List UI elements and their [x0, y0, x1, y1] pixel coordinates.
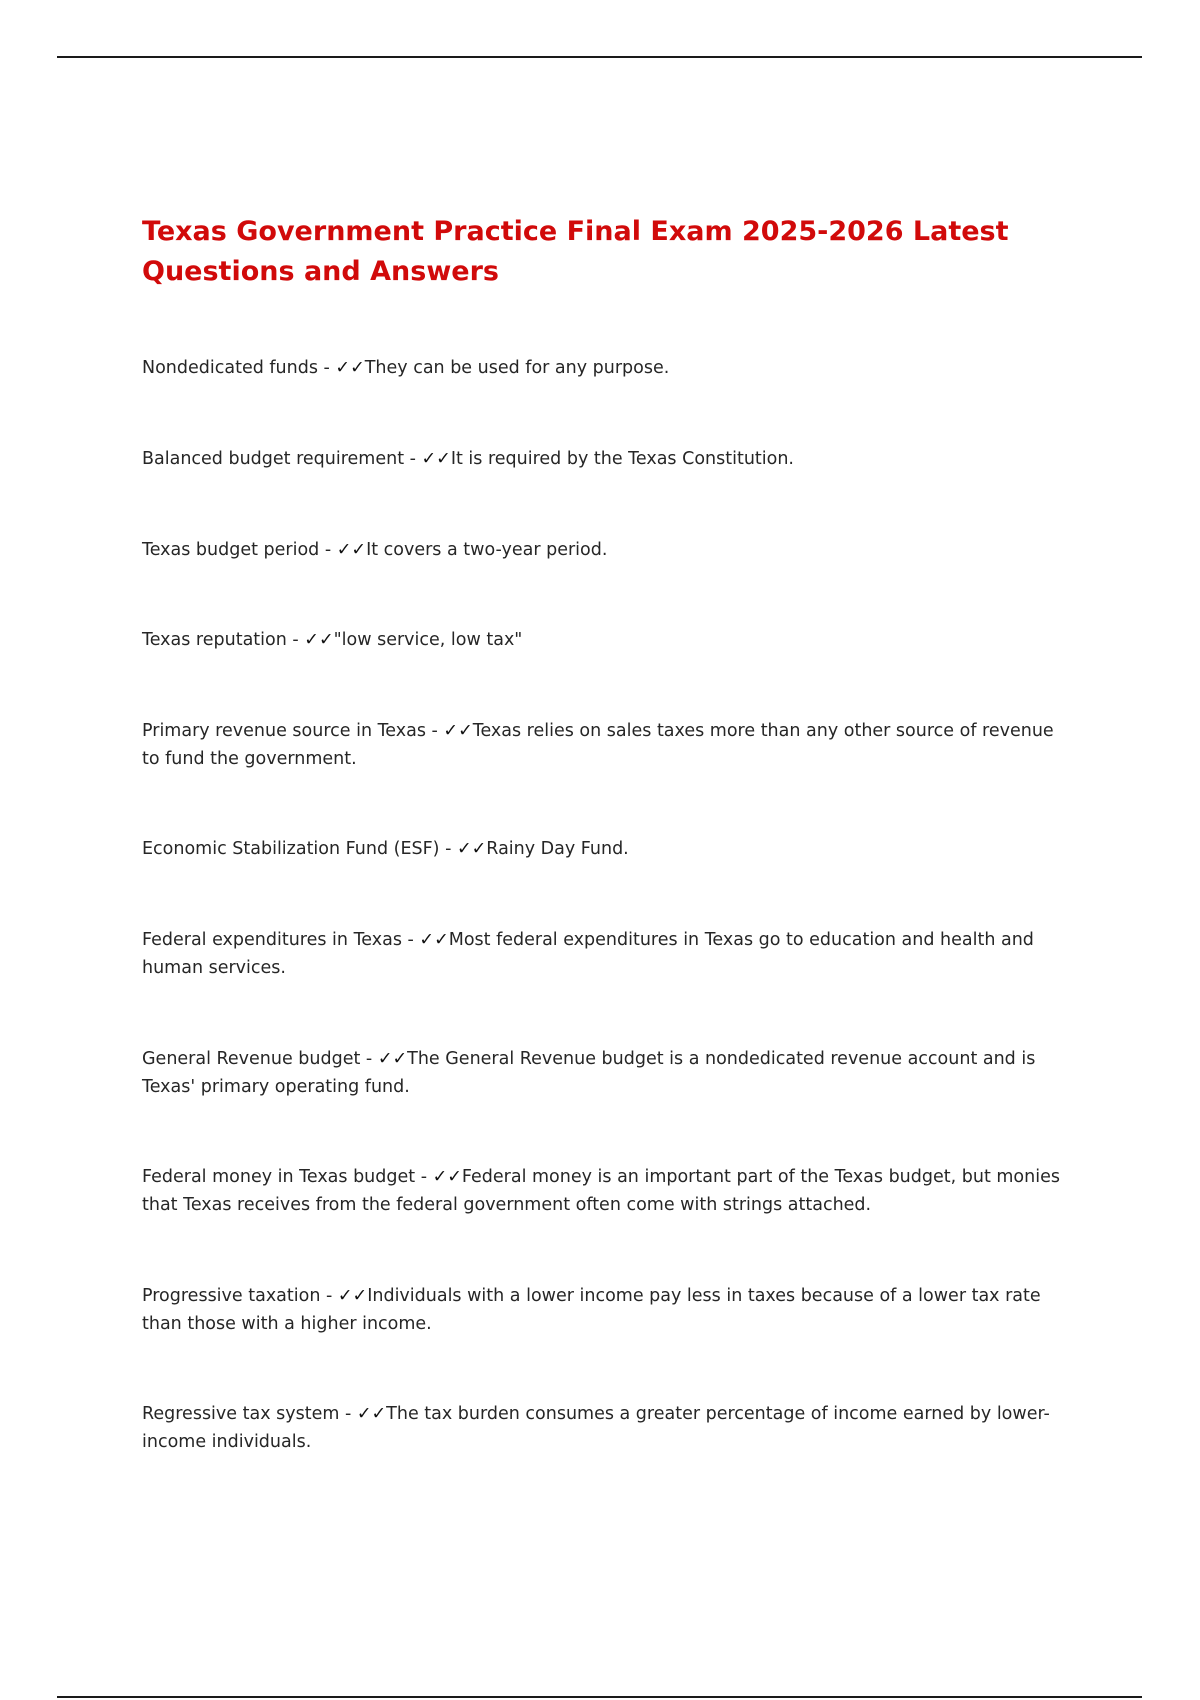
- qa-item: [142, 717, 1072, 773]
- qa-term: General Revenue budget: [142, 1049, 361, 1069]
- qa-item: [142, 626, 1072, 654]
- qa-answer: The General Revenue budget is a nondedicated revenue account and is Texas' primary operating fund.: [142, 1049, 1036, 1097]
- double-check-icon: ✓✓: [356, 1404, 387, 1424]
- double-check-icon: ✓✓: [337, 1286, 368, 1306]
- qa-answer: Federal money is an important part of the Texas budget, but monies that Texas receives from the federal government often come with strings attached.: [142, 1167, 1060, 1215]
- qa-separator: -: [360, 1049, 378, 1069]
- qa-item: [142, 926, 1072, 982]
- qa-item: [142, 1045, 1072, 1101]
- double-check-icon: ✓✓: [421, 449, 451, 469]
- qa-answer: "low service, low tax": [333, 630, 523, 650]
- qa-answer: It covers a two-year period.: [366, 540, 608, 560]
- top-divider: [57, 56, 1142, 58]
- double-check-icon: ✓✓: [443, 721, 473, 741]
- qa-separator: -: [319, 540, 337, 560]
- qa-term: Texas reputation: [142, 630, 287, 650]
- qa-answer: Texas relies on sales taxes more than any other source of revenue to fund the government.: [142, 721, 1054, 769]
- qa-item: [142, 1282, 1072, 1338]
- qa-term: Primary revenue source in Texas: [142, 721, 426, 741]
- double-check-icon: ✓✓: [335, 358, 365, 378]
- qa-item: [142, 1163, 1072, 1219]
- qa-separator: -: [415, 1167, 433, 1187]
- qa-term: Nondedicated funds: [142, 358, 318, 378]
- qa-separator: -: [317, 358, 336, 378]
- qa-separator: -: [425, 721, 444, 741]
- qa-term: Progressive taxation: [142, 1286, 321, 1306]
- qa-term: Balanced budget requirement: [142, 449, 405, 469]
- qa-separator: -: [439, 839, 457, 859]
- qa-separator: -: [286, 630, 305, 650]
- qa-answer: They can be used for any purpose.: [364, 358, 670, 378]
- qa-item: [142, 354, 1072, 382]
- qa-term: Federal money in Texas budget: [142, 1167, 416, 1187]
- qa-answer: It is required by the Texas Constitution.: [450, 449, 794, 469]
- qa-item: [142, 835, 1072, 863]
- qa-separator: -: [339, 1404, 357, 1424]
- qa-term: Regressive tax system: [142, 1404, 340, 1424]
- double-check-icon: ✓✓: [456, 839, 487, 859]
- qa-answer: Individuals with a lower income pay less in taxes because of a lower tax rate than those with a higher income.: [142, 1286, 1041, 1334]
- qa-answer: Rainy Day Fund.: [486, 839, 629, 859]
- qa-term: Economic Stabilization Fund (ESF): [142, 839, 440, 859]
- double-check-icon: ✓✓: [419, 930, 449, 950]
- qa-item: [142, 536, 1072, 564]
- qa-separator: -: [404, 449, 422, 469]
- double-check-icon: ✓✓: [336, 540, 367, 560]
- qa-item: [142, 1400, 1072, 1456]
- qa-term: Federal expenditures in Texas: [142, 930, 402, 950]
- double-check-icon: ✓✓: [432, 1167, 462, 1187]
- qa-separator: -: [320, 1286, 338, 1306]
- double-check-icon: ✓✓: [377, 1049, 408, 1069]
- qa-answer: Most federal expenditures in Texas go to education and health and human services.: [142, 930, 1034, 978]
- document-title: Texas Government Practice Final Exam 2025-2026 Latest Questions and Answers: [142, 216, 1009, 287]
- double-check-icon: ✓✓: [304, 630, 334, 650]
- qa-item: [142, 445, 1072, 473]
- qa-separator: -: [401, 930, 420, 950]
- bottom-divider: [57, 1696, 1142, 1698]
- qa-term: Texas budget period: [142, 540, 320, 560]
- qa-answer: The tax burden consumes a greater percentage of income earned by lower-income individuals.: [142, 1404, 1050, 1452]
